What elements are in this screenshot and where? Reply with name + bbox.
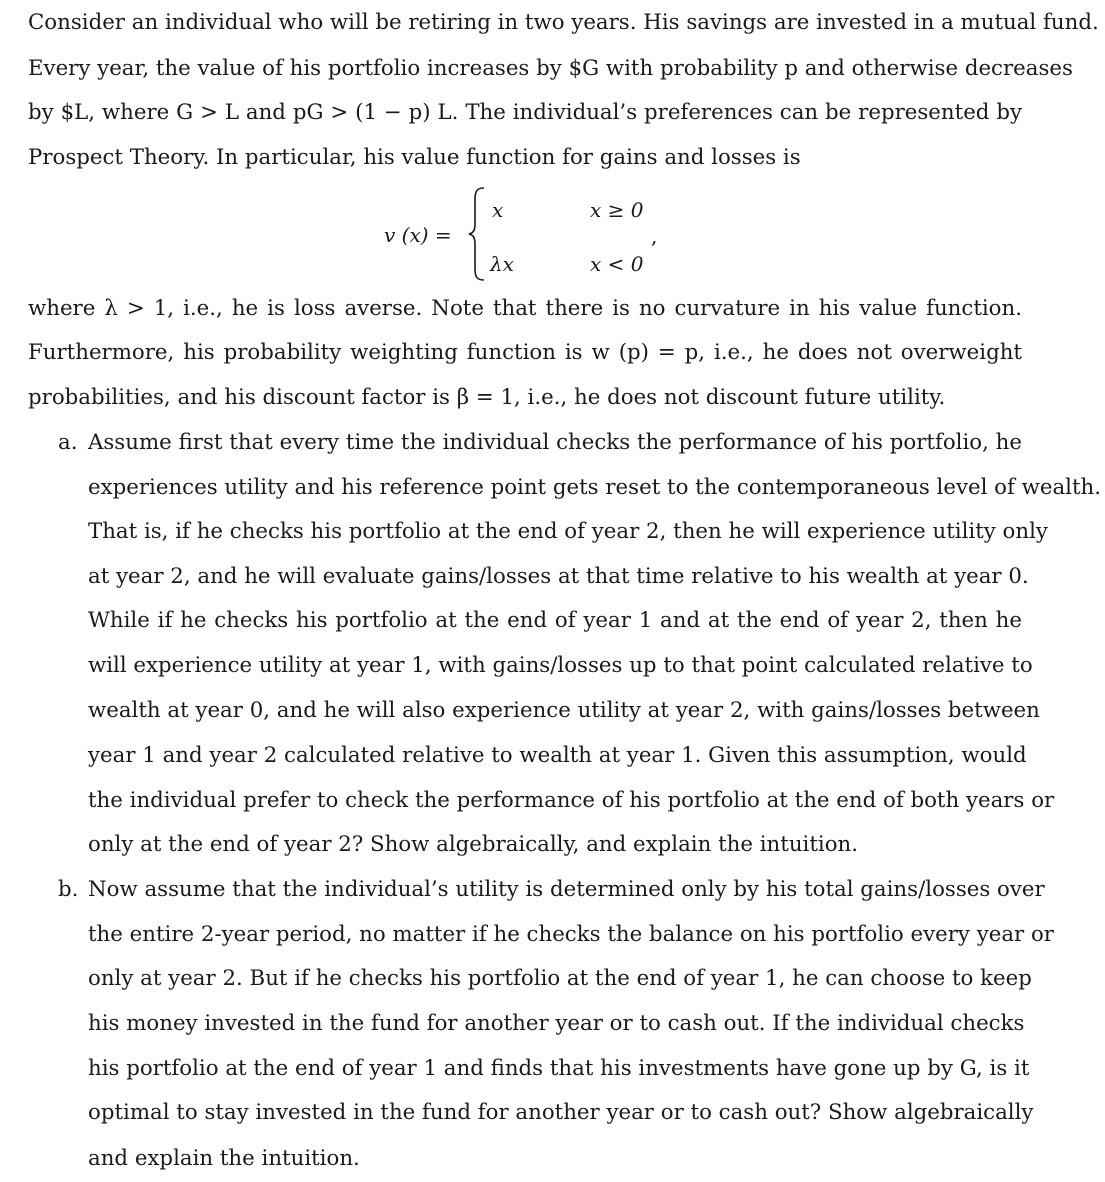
equation-comma: , [651, 224, 658, 248]
part-a-line: the individual prefer to check the performance of his portfolio at the end of both years or [88, 788, 1055, 813]
after-line-3: probabilities, and his discount factor is β = 1, i.e., he does not discount future utility. [28, 385, 946, 410]
intro-line-4: Prospect Theory. In particular, his value function for gains and losses is [28, 145, 801, 170]
part-a-line: only at the end of year 2? Show algebraically, and explain the intuition. [88, 832, 859, 857]
part-b-line: his money invested in the fund for another year or to cash out. If the individual checks [88, 1011, 1025, 1036]
part-a-label: a. [58, 430, 78, 455]
equation-lhs: v (x) = [384, 223, 452, 247]
after-line-1: where λ > 1, i.e., he is loss averse. Note that there is no curvature in his value function. [28, 296, 1022, 321]
part-b-line: optimal to stay invested in the fund for another year or to cash out? Show algebraically [88, 1100, 1034, 1125]
part-b-line: his portfolio at the end of year 1 and finds that his investments have gone up by G, is it [88, 1056, 1030, 1081]
part-a-line: will experience utility at year 1, with gains/losses up to that point calculated relative to [88, 653, 1033, 678]
part-a-line: While if he checks his portfolio at the end of year 1 and at the end of year 2, then he [88, 608, 1022, 633]
part-a-line: That is, if he checks his portfolio at the end of year 2, then he will experience utility only [88, 519, 1048, 544]
part-b-line: Now assume that the individual’s utility is determined only by his total gains/losses over [88, 877, 1045, 902]
case2-expression: λx [490, 252, 514, 276]
part-b-line: the entire 2-year period, no matter if he checks the balance on his portfolio every year or [88, 922, 1054, 947]
case1-condition: x ≥ 0 [590, 198, 644, 222]
case1-expression: x [492, 198, 504, 222]
intro-line-3: by $L, where G > L and pG > (1 − p) L. The individual’s preferences can be represented by [28, 100, 1022, 125]
intro-line-2: Every year, the value of his portfolio increases by $G with probability p and otherwise decreases [28, 56, 1073, 81]
intro-line-1: Consider an individual who will be retiring in two years. His savings are invested in a mutual fund. [28, 10, 1099, 35]
part-b-label: b. [58, 877, 79, 902]
part-b-line: and explain the intuition. [88, 1146, 360, 1171]
case2-condition: x < 0 [590, 252, 644, 276]
part-a-line: wealth at year 0, and he will also experience utility at year 2, with gains/losses between [88, 698, 1040, 723]
part-b-line: only at year 2. But if he checks his portfolio at the end of year 1, he can choose to keep [88, 966, 1032, 991]
part-a-line: year 1 and year 2 calculated relative to wealth at year 1. Given this assumption, would [88, 743, 1027, 768]
part-a-line: at year 2, and he will evaluate gains/losses at that time relative to his wealth at year 0. [88, 564, 1029, 589]
value-function-equation [0, 0, 1105, 290]
left-brace-icon [466, 186, 488, 282]
part-a-line: Assume first that every time the individual checks the performance of his portfolio, he [88, 430, 1022, 455]
part-a-line: experiences utility and his reference point gets reset to the contemporaneous level of wealth. [88, 475, 1102, 500]
after-line-2: Furthermore, his probability weighting function is w (p) = p, i.e., he does not overweight [28, 340, 1022, 365]
